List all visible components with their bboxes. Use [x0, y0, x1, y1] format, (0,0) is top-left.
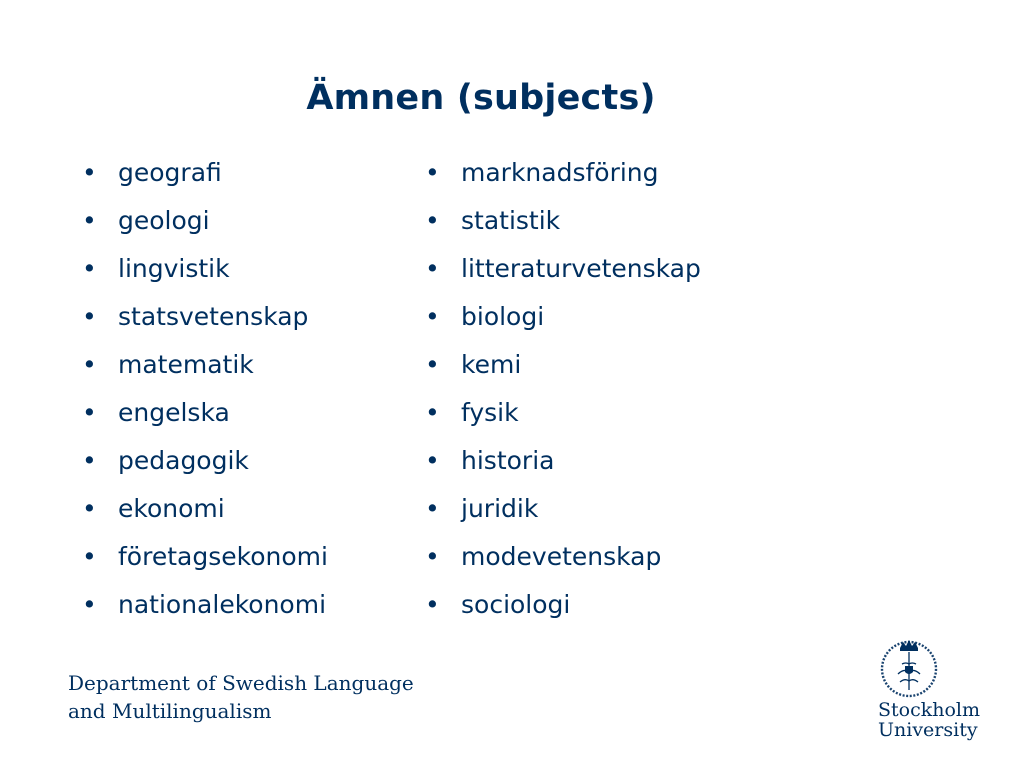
- list-item-label: företagsekonomi: [118, 542, 328, 571]
- list-item-label: historia: [461, 446, 555, 475]
- crowned-seal-icon: [878, 636, 940, 698]
- list-item-label: pedagogik: [118, 446, 249, 475]
- list-item-label: statistik: [461, 206, 561, 235]
- list-item: [82, 152, 328, 200]
- university-line-2: University: [878, 719, 978, 741]
- department-line-2: and Multilingualism: [68, 699, 272, 723]
- bullet-icon: •: [425, 398, 440, 427]
- list-item: [82, 200, 328, 248]
- list-item: [82, 488, 328, 536]
- slide-title: Ämnen (subjects): [306, 78, 656, 118]
- bullet-icon: •: [82, 446, 97, 475]
- subject-list-left: [82, 152, 328, 632]
- list-item: [425, 152, 701, 200]
- list-item-label: modevetenskap: [461, 542, 662, 571]
- list-item-label: geografi: [118, 158, 222, 187]
- list-item: [82, 392, 328, 440]
- list-item-label: lingvistik: [118, 254, 230, 283]
- list-item: [425, 488, 701, 536]
- list-item-label: juridik: [461, 494, 539, 523]
- bullet-icon: •: [82, 494, 97, 523]
- list-item: [425, 200, 701, 248]
- list-item: [82, 584, 328, 632]
- list-item-label: geologi: [118, 206, 210, 235]
- list-item: [82, 344, 328, 392]
- university-line-1: Stockholm: [878, 699, 981, 721]
- list-item-label: sociologi: [461, 590, 571, 619]
- subject-list-right: [425, 152, 701, 632]
- stockholm-university-logo: [872, 636, 992, 748]
- bullet-icon: •: [425, 446, 440, 475]
- bullet-icon: •: [425, 350, 440, 379]
- list-item: [425, 536, 701, 584]
- list-item-label: fysik: [461, 398, 519, 427]
- list-item-label: statsvetenskap: [118, 302, 309, 331]
- bullet-icon: •: [82, 254, 97, 283]
- bullet-icon: •: [82, 350, 97, 379]
- list-item-label: biologi: [461, 302, 545, 331]
- bullet-icon: •: [82, 206, 97, 235]
- bullet-icon: •: [82, 302, 97, 331]
- bullet-icon: •: [82, 398, 97, 427]
- university-name: [878, 700, 980, 740]
- list-item-label: nationalekonomi: [118, 590, 327, 619]
- list-item: [425, 248, 701, 296]
- list-item-label: kemi: [461, 350, 522, 379]
- department-line-1: Department of Swedish Language: [68, 671, 414, 695]
- bullet-icon: •: [425, 590, 440, 619]
- list-item: [82, 248, 328, 296]
- list-item: [425, 440, 701, 488]
- list-item: [425, 296, 701, 344]
- list-item-label: litteraturvetenskap: [461, 254, 701, 283]
- list-item-label: matematik: [118, 350, 254, 379]
- list-item: [82, 536, 328, 584]
- bullet-icon: •: [425, 494, 440, 523]
- list-item-label: engelska: [118, 398, 230, 427]
- list-item: [425, 344, 701, 392]
- list-item-label: ekonomi: [118, 494, 225, 523]
- bullet-icon: •: [82, 542, 97, 571]
- bullet-icon: •: [425, 254, 440, 283]
- bullet-icon: •: [425, 206, 440, 235]
- bullet-icon: •: [425, 158, 440, 187]
- department-name: [68, 669, 414, 725]
- list-item-label: marknadsföring: [461, 158, 659, 187]
- bullet-icon: •: [425, 542, 440, 571]
- bullet-icon: •: [82, 158, 97, 187]
- list-item: [425, 392, 701, 440]
- list-item: [82, 440, 328, 488]
- bullet-icon: •: [82, 590, 97, 619]
- bullet-icon: •: [425, 302, 440, 331]
- list-item: [425, 584, 701, 632]
- list-item: [82, 296, 328, 344]
